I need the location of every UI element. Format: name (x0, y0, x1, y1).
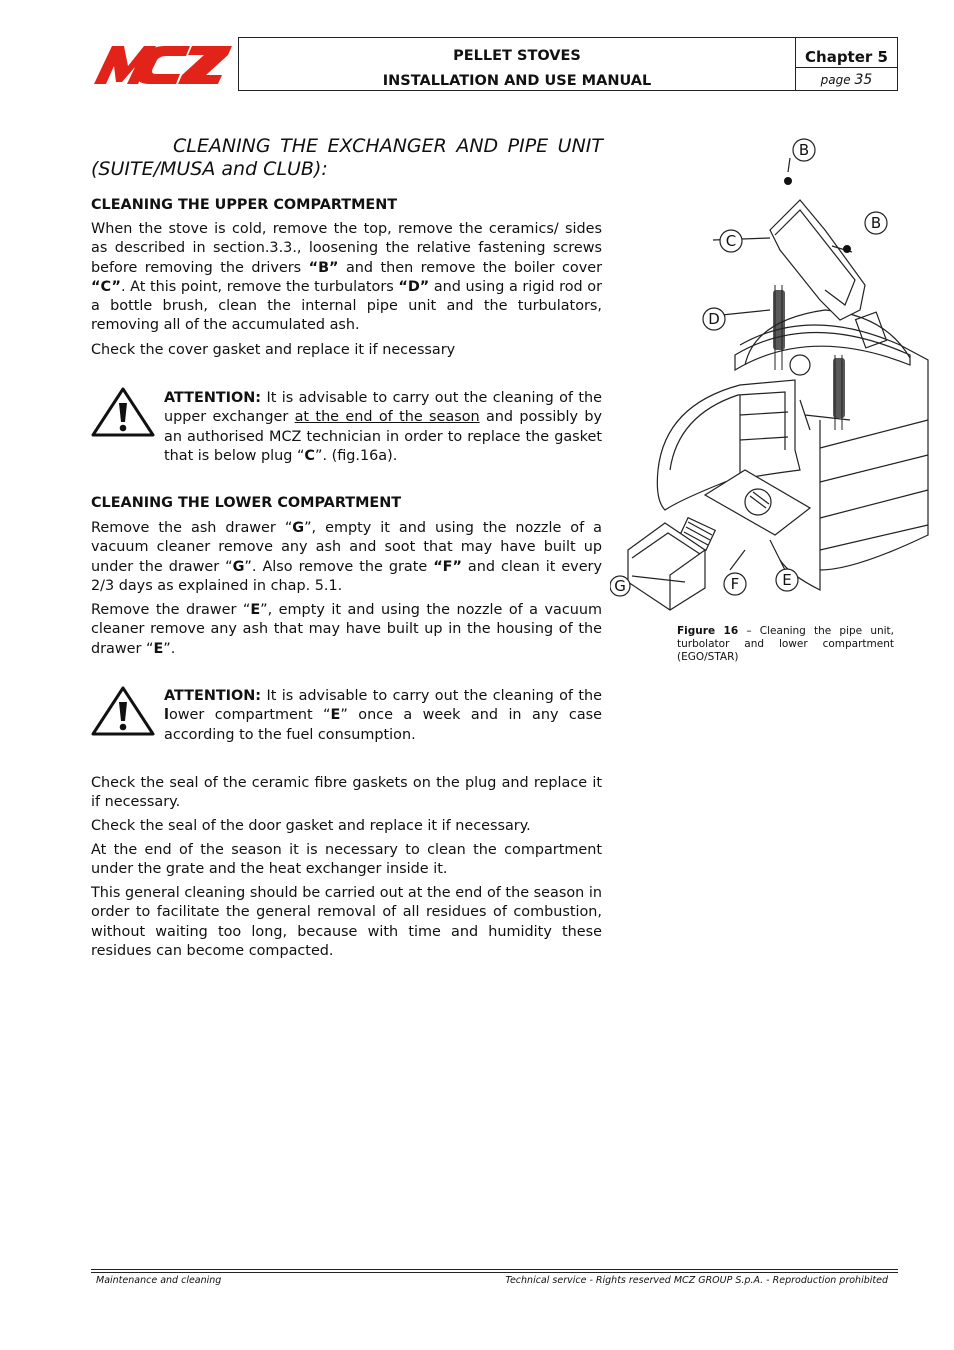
footer-rule (91, 1269, 898, 1270)
header-subtitle: INSTALLATION AND USE MANUAL (382, 73, 652, 89)
figure-caption: Figure 16 – Cleaning the pipe unit, turbolator and lower compartment (EGO/STAR) (677, 625, 894, 663)
warning-triangle-icon (90, 386, 156, 438)
figure-label-f: F (730, 575, 740, 593)
lower-paragraph: Remove the ash drawer “G”, empty it and using the nozzle of a vacuum cleaner remove any ash and soot that may have built up under the drawer “G”. Also remove the grate “F” and clean it every 2/3 days as explained in chap. 5.1. (91, 520, 602, 594)
attention-note-1: ATTENTION: It is advisable to carry out the cleaning of the upper exchanger at the end of the season and possibly by an authorised MCZ technician in order to replace the gasket that is below plug “C”. (fig.16a). (164, 390, 602, 464)
lower-heading: CLEANING THE LOWER COMPARTMENT (91, 495, 402, 511)
final-paragraph-1: Check the seal of the ceramic fibre gaskets on the plug and replace it if necessary. (91, 775, 602, 811)
figure-label-d: D (708, 310, 720, 328)
upper-paragraph: When the stove is cold, remove the top, remove the ceramics/ sides as described in section.3.3., loosening the relative fastening screws before removing the drivers “B” and then remove the boiler cover “C”. At this point, remove the turbulators “D” and using a rigid rod or a bottle brush, clean the internal pipe unit and the turbulators, removing all of the accumulated ash. (91, 221, 603, 334)
stove-cleaning-figure (610, 130, 930, 620)
final-paragraph-4: This general cleaning should be carried out at the end of the season in order to facilitate the general removal of all residues of combustion, without waiting too long, because with time and humidity these residues can become compacted. (91, 885, 602, 959)
upper-heading: CLEANING THE UPPER COMPARTMENT (91, 197, 398, 213)
warning-triangle-icon (90, 685, 156, 737)
final-paragraph-2: Check the seal of the door gasket and replace it if necessary. (91, 818, 531, 834)
header-title: PELLET STOVES (453, 48, 581, 64)
figure-label-b2: B (870, 214, 882, 232)
lower-paragraph-2: Remove the drawer “E”, empty it and using the nozzle of a vacuum cleaner remove any ash that may have built up in the housing of the drawer “E”. (91, 602, 602, 657)
figure-label-c: C (725, 232, 737, 250)
attention-note-2: ATTENTION: It is advisable to carry out the cleaning of the lower compartment “E” once a week and in any case according to the fuel consumption. (164, 688, 602, 743)
mcz-logo (94, 44, 232, 86)
footer-left: Maintenance and cleaning (96, 1275, 222, 1286)
figure-label-b1: B (798, 141, 810, 159)
figure-label-g: G (614, 577, 626, 595)
chapter-label: Chapter 5 (805, 48, 888, 66)
final-paragraph-3: At the end of the season it is necessary to clean the compartment under the grate and the heat exchanger inside it. (91, 842, 602, 878)
header-chapter-box (795, 37, 898, 91)
header-title-box (238, 37, 796, 91)
footer-right: Technical service - Rights reserved MCZ GROUP S.p.A. - Reproduction prohibited (505, 1275, 888, 1286)
upper-paragraph-2: Check the cover gasket and replace it if necessary (91, 342, 456, 358)
footer-rule (91, 1272, 898, 1273)
page-number: page 35 (820, 72, 873, 88)
section-title: CLEANING THE EXCHANGER AND PIPE UNIT (SUITE/MUSA and CLUB): (91, 135, 603, 180)
figure-label-e: E (782, 571, 792, 589)
